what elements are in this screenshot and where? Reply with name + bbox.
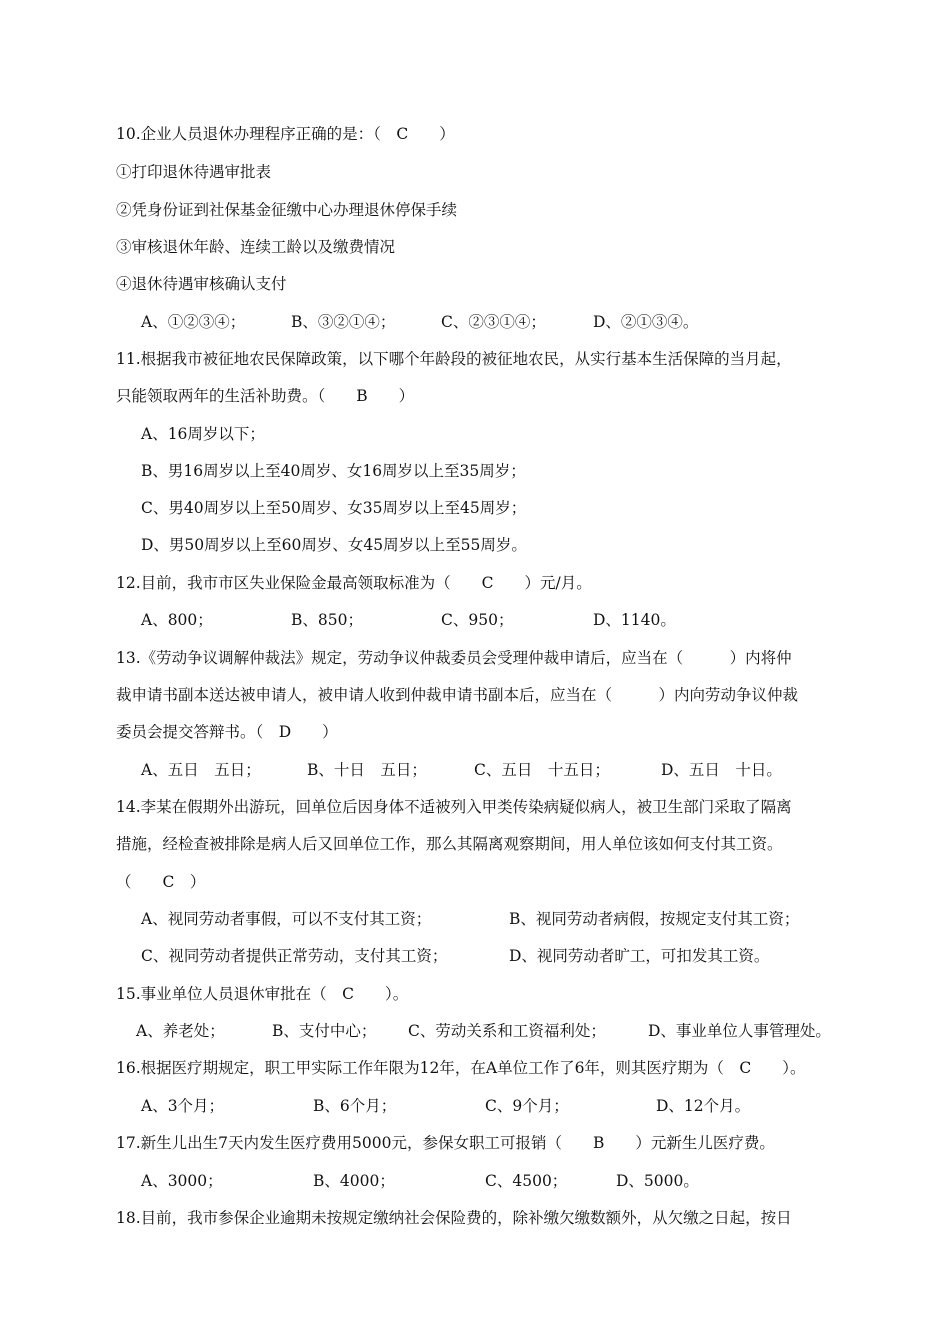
q10-step-2: ②凭身份证到社保基金征缴中心办理退休停保手续 [116, 201, 458, 219]
q15-stem: 15.事业单位人员退休审批在（ C ）。 [116, 985, 409, 1003]
q14-option-d: D、视同劳动者旷工，可扣发其工资。 [509, 947, 770, 965]
q10-step-4: ④退休待遇审核确认支付 [116, 275, 287, 293]
q14-option-b: B、视同劳动者病假，按规定支付其工资； [509, 910, 800, 928]
q13-stem-line-1: 13.《劳动争议调解仲裁法》规定，劳动争议仲裁委员会受理仲裁申请后，应当在（ ）内将仲 [116, 649, 792, 667]
q18-stem: 18.目前，我市参保企业逾期未按规定缴纳社会保险费的，除补缴欠缴数额外，从欠缴之日起，按日 [116, 1209, 792, 1227]
q17-option-a: A、3000； [141, 1172, 223, 1190]
q17-option-c: C、4500； [485, 1172, 568, 1190]
q12-stem: 12.目前，我市市区失业保险金最高领取标准为（ C ）元/月。 [116, 574, 592, 592]
q17-stem: 17.新生儿出生7天内发生医疗费用5000元，参保女职工可报销（ B ）元新生儿医疗费。 [116, 1134, 775, 1152]
q14-stem-line-3: （ C ） [116, 873, 206, 891]
q10-step-3: ③审核退休年龄、连续工龄以及缴费情况 [116, 238, 396, 256]
q11-option-a: A、16周岁以下； [141, 425, 265, 443]
q13-option-c: C、五日 十五日； [474, 761, 610, 779]
q17-option-b: B、4000； [313, 1172, 395, 1190]
q13-option-d: D、五日 十日。 [661, 761, 782, 779]
q14-option-a: A、视同劳动者事假，可以不支付其工资； [141, 910, 432, 928]
q10-option-b: B、③②①④； [291, 313, 396, 331]
q17-option-d: D、5000。 [616, 1172, 699, 1190]
q10-step-1: ①打印退休待遇审批表 [116, 163, 272, 181]
q12-option-d: D、1140。 [593, 611, 676, 629]
q10-option-c: C、②③①④； [441, 313, 546, 331]
q14-stem-line-2: 措施，经检查被排除是病人后又回单位工作，那么其隔离观察期间，用人单位该如何支付其工资。 [116, 835, 783, 853]
q11-stem-line-2: 只能领取两年的生活补助费。（ B ） [116, 387, 415, 405]
q16-option-a: A、3个月； [141, 1097, 225, 1115]
q12-option-c: C、950； [441, 611, 514, 629]
q11-option-c: C、男40周岁以上至50周岁、女35周岁以上至45周岁； [141, 499, 527, 517]
q13-option-a: A、五日 五日； [141, 761, 261, 779]
q13-option-b: B、十日 五日； [307, 761, 427, 779]
q16-stem: 16.根据医疗期规定，职工甲实际工作年限为12年，在A单位工作了6年，则其医疗期为（ C ）。 [116, 1059, 806, 1077]
q13-stem-line-2: 裁申请书副本送达被申请人，被申请人收到仲裁申请书副本后，应当在（ ）内向劳动争议仲裁 [116, 686, 799, 704]
q10-option-d: D、②①③④。 [593, 313, 699, 331]
q10-stem: 10.企业人员退休办理程序正确的是：（ C ） [116, 125, 455, 143]
q12-option-b: B、850； [291, 611, 363, 629]
q15-option-c: C、劳动关系和工资福利处； [408, 1022, 606, 1040]
q14-option-c: C、视同劳动者提供正常劳动，支付其工资； [141, 947, 448, 965]
q15-option-d: D、事业单位人事管理处。 [648, 1022, 831, 1040]
q11-option-b: B、男16周岁以上至40周岁、女16周岁以上至35周岁； [141, 462, 526, 480]
q14-stem-line-1: 14.李某在假期外出游玩，回单位后因身体不适被列入甲类传染病疑似病人，被卫生部门采取了隔离 [116, 798, 792, 816]
q16-option-c: C、9个月； [485, 1097, 569, 1115]
q15-option-b: B、支付中心； [272, 1022, 377, 1040]
q16-option-b: B、6个月； [313, 1097, 397, 1115]
q11-stem-line-1: 11.根据我市被征地农民保障政策，以下哪个年龄段的被征地农民，从实行基本生活保障的当月起， [116, 350, 792, 368]
q12-option-a: A、800； [141, 611, 213, 629]
q13-stem-line-3: 委员会提交答辩书。（ D ） [116, 723, 338, 741]
q16-option-d: D、12个月。 [656, 1097, 751, 1115]
q15-option-a: A、养老处； [136, 1022, 225, 1040]
q10-option-a: A、①②③④； [141, 313, 246, 331]
q11-option-d: D、男50周岁以上至60周岁、女45周岁以上至55周岁。 [141, 536, 527, 554]
